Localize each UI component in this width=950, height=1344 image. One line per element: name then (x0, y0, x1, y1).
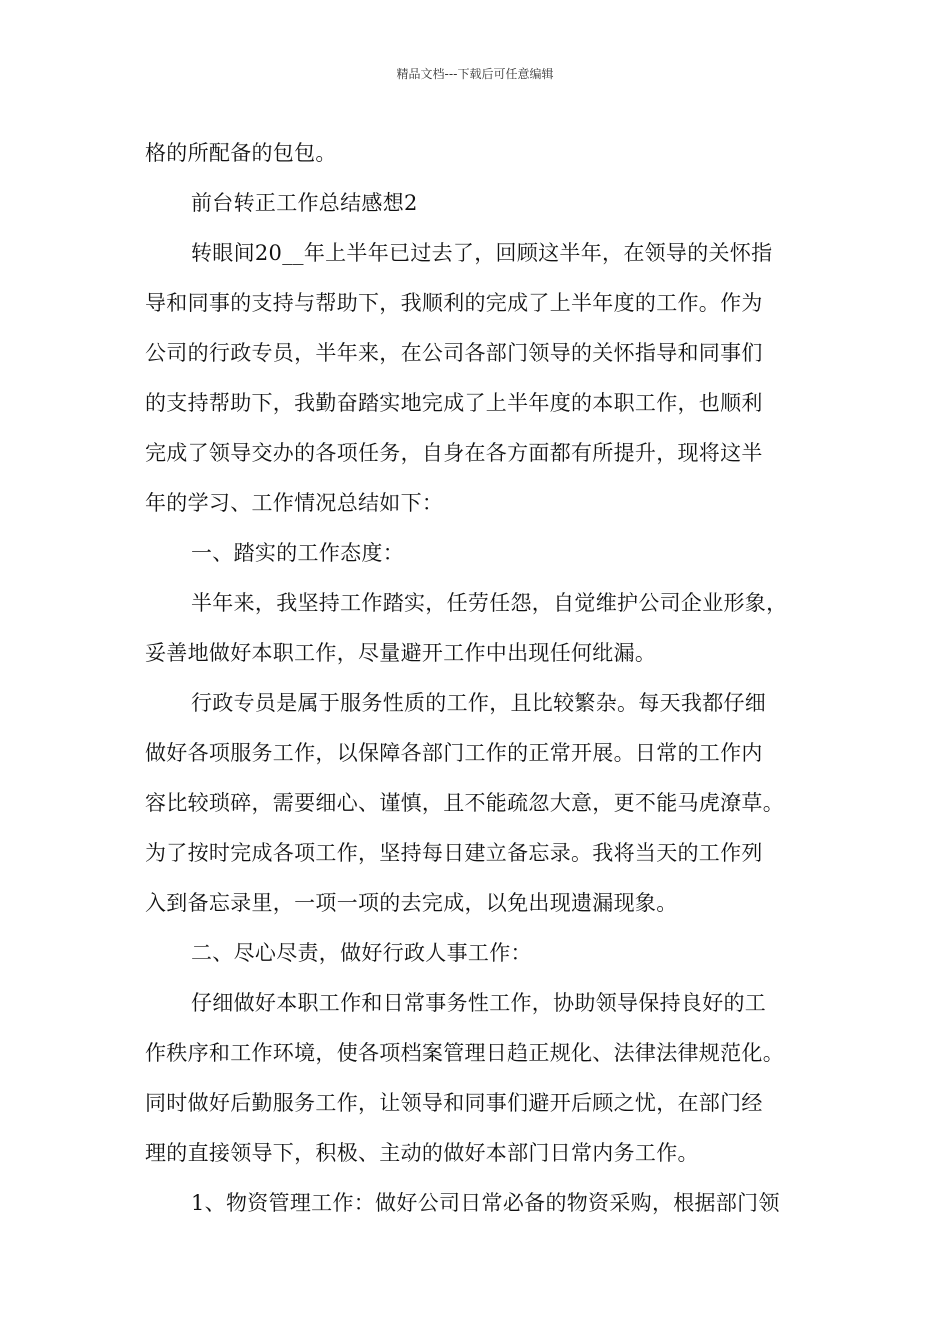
text-line: 公司的行政专员，半年来，在公司各部门领导的关怀指导和同事们 (145, 341, 763, 365)
text-line: 理的直接领导下，积极、主动的做好本部门日常内务工作。 (145, 1141, 699, 1165)
text-line: 仔细做好本职工作和日常事务性工作，协助领导保持良好的工 (191, 991, 767, 1015)
text-line: 格的所配备的包包。 (145, 141, 337, 165)
text-line: 年的学习、工作情况总结如下： (145, 491, 444, 515)
text-line: 完成了领导交办的各项任务，自身在各方面都有所提升，现将这半 (145, 441, 763, 465)
text-line: 1、物资管理工作：做好公司日常必备的物资采购，根据部门领 (191, 1191, 780, 1215)
section-heading: 一、踏实的工作态度： (191, 541, 404, 565)
section-heading: 二、尽心尽责，做好行政人事工作： (191, 941, 532, 965)
text-line: 为了按时完成各项工作，坚持每日建立备忘录。我将当天的工作列 (145, 841, 763, 865)
text-line: 的支持帮助下，我勤奋踏实地完成了上半年度的本职工作，也顺利 (145, 391, 763, 415)
text-line: 做好各项服务工作，以保障各部门工作的正常开展。日常的工作内 (145, 741, 763, 765)
text-line: 导和同事的支持与帮助下，我顺利的完成了上半年度的工作。作为 (145, 291, 763, 315)
text-line: 妥善地做好本职工作，尽量避开工作中出现任何纰漏。 (145, 641, 657, 665)
text-line: 转眼间20__年上半年已过去了，回顾这半年，在领导的关怀指 (191, 241, 773, 265)
text-line: 同时做好后勤服务工作，让领导和同事们避开后顾之忧，在部门经 (145, 1091, 763, 1115)
text-line: 行政专员是属于服务性质的工作，且比较繁杂。每天我都仔细 (191, 691, 767, 715)
text-line: 容比较琐碎，需要细心、谨慎，且不能疏忽大意，更不能马虎潦草。 (145, 791, 784, 815)
text-line: 半年来，我坚持工作踏实，任劳任怨，自觉维护公司企业形象， (191, 591, 788, 615)
page-header: 精品文档---下载后可任意编辑 (396, 67, 554, 81)
document-body (145, 128, 810, 1228)
text-line: 作秩序和工作环境，使各项档案管理日趋正规化、法律法律规范化。 (145, 1041, 784, 1065)
section-heading: 前台转正工作总结感想2 (191, 191, 418, 215)
text-line: 入到备忘录里，一项一项的去完成，以免出现遗漏现象。 (145, 891, 678, 915)
